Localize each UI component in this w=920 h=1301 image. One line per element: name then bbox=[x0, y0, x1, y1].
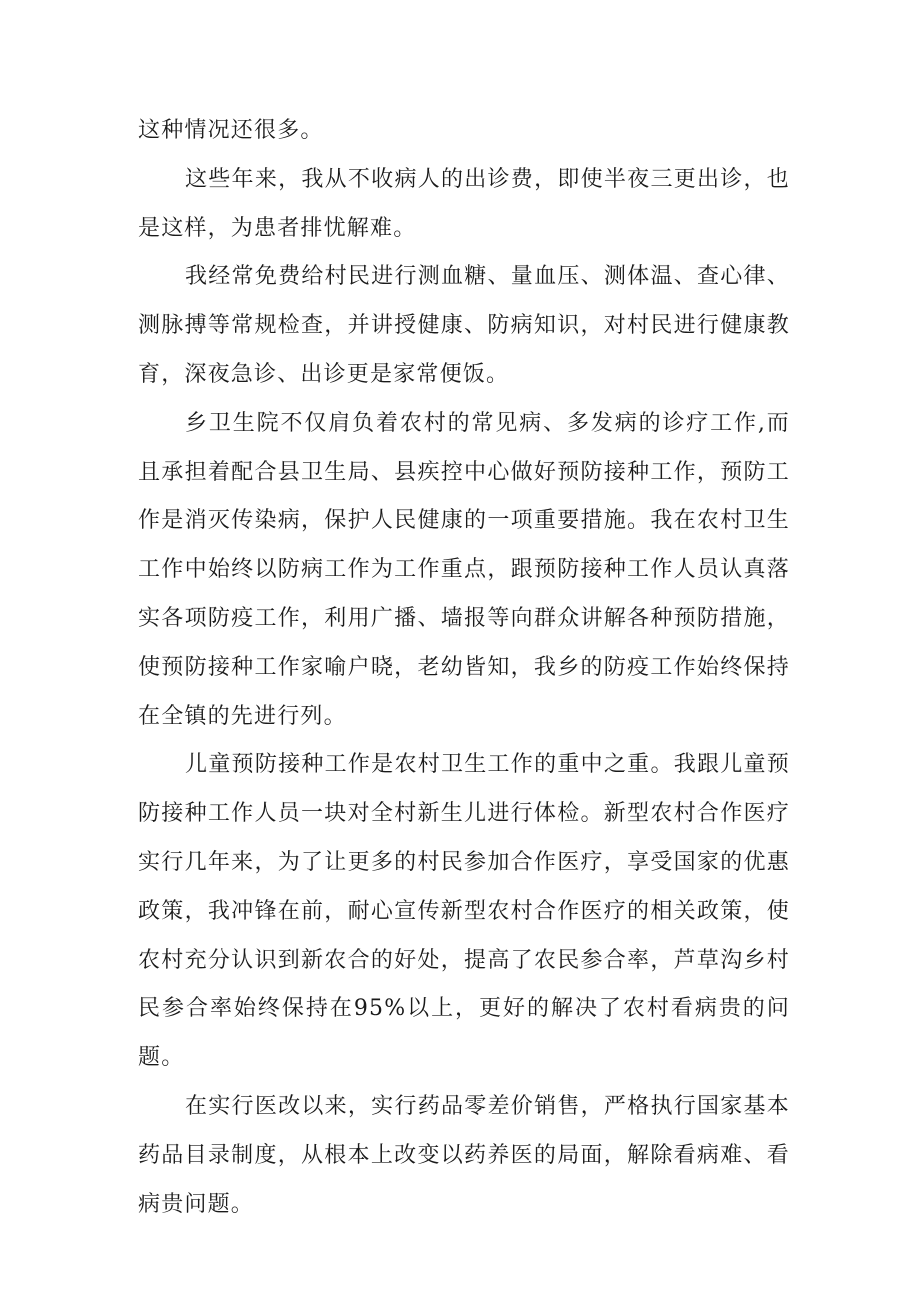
paragraph-6: 在实行医改以来，实行药品零差价销售，严格执行国家基本药品目录制度，从根本上改变以药养医的局面，解除看病难、看病贵问题。 bbox=[138, 1093, 790, 1217]
paragraph-3: 我经常免费给村民进行测血糖、量血压、测体温、查心律、测脉搏等常规检查，并讲授健康、防病知识，对村民进行健康教育，深夜急诊、出诊更是家常便饭。 bbox=[138, 264, 790, 387]
paragraph-5: 儿童预防接种工作是农村卫生工作的重中之重。我跟儿童预防接种工作人员一块对全村新生儿进行体检。新型农村合作医疗实行几年来，为了让更多的村民参加合作医疗，享受国家的优惠政策，我冲锋在前，耐心宣传新型农村合作医疗的相关政策，使农村充分认识到新农合的好处，提高了农民参合率，芦草沟乡村民参合率始终保持在95%以上，更好的解决了农村看病贵的问题。 bbox=[138, 752, 790, 1071]
paragraph-1: 这种情况还很多。 bbox=[138, 118, 324, 143]
paragraph-2: 这些年来，我从不收病人的出诊费，即使半夜三更出诊，也是这样，为患者排忧解难。 bbox=[138, 166, 790, 241]
document-page bbox=[138, 107, 790, 1229]
paragraph-4: 乡卫生院不仅肩负着农村的常见病、多发病的诊疗工作,而且承担着配合县卫生局、县疾控中心做好预防接种工作，预防工作是消灭传染病，保护人民健康的一项重要措施。我在农村卫生工作中始终以防病工作为工作重点，跟预防接种工作人员认真落实各项防疫工作，利用广播、墙报等向群众讲解各种预防措施，使预防接种工作家喻户晓，老幼皆知，我乡的防疫工作始终保持在全镇的先进行列。 bbox=[138, 410, 790, 729]
